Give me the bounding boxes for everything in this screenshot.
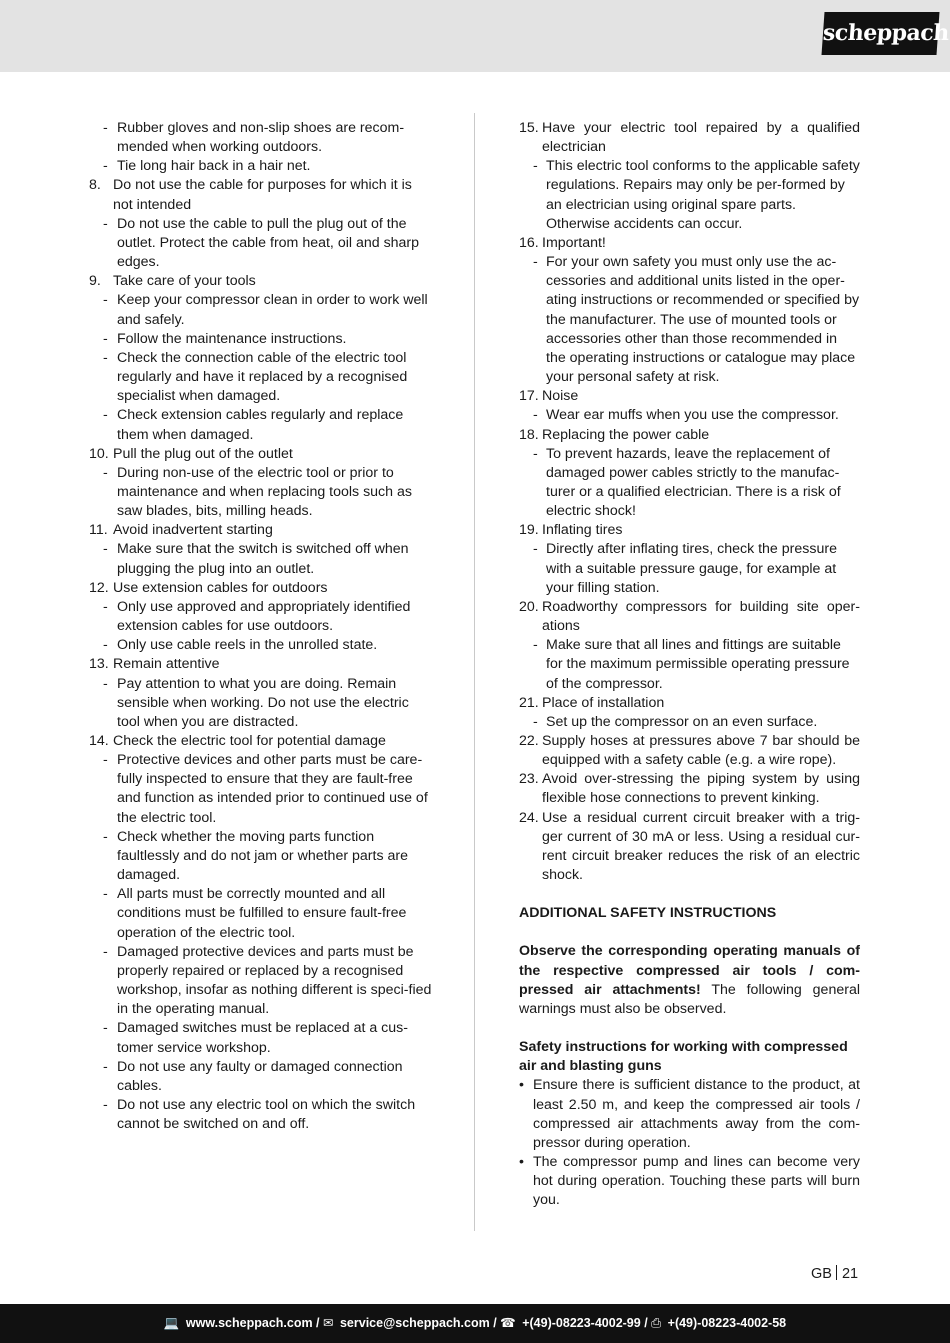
item-number: 14.	[89, 733, 109, 749]
item-number: 20.	[519, 598, 539, 615]
sub-item-text: Do not use the cable to pull the plug out of the outlet. Protect the cable from heat, oil and sharp edges.	[117, 215, 420, 271]
footer-separator: /	[489, 1316, 501, 1330]
bullet-item	[519, 1076, 860, 1153]
dash-marker: -	[103, 349, 108, 366]
item-number: 17.	[519, 388, 539, 405]
item-heading	[519, 426, 860, 445]
sub-item-text: Wear ear muffs when you use the compressor.	[546, 407, 839, 424]
dash-marker: -	[103, 292, 108, 309]
footer-phone[interactable]: +(49)-08223-4002-99	[522, 1316, 641, 1330]
page-number	[811, 1264, 858, 1284]
sub-item-text: Pay attention to what you are doing. Remain sensible when working. Do not use the electric tool when you are distracted.	[117, 675, 409, 730]
item-heading	[519, 521, 860, 540]
item-title: Noise	[542, 388, 579, 405]
item-number: 18.	[519, 426, 539, 443]
dash-marker: -	[103, 215, 108, 232]
numbered-item	[519, 598, 860, 694]
dash-marker: -	[103, 675, 108, 692]
item-number: 23.	[519, 771, 539, 788]
section-heading: ADDITIONAL SAFETY INSTRUCTIONS	[519, 905, 777, 922]
item-heading	[89, 732, 433, 751]
numbered-item	[89, 732, 433, 1134]
item-title: Place of installation	[542, 694, 665, 711]
sub-item	[89, 406, 433, 444]
sub-item-text: Make sure that the switch is switched off when plugging the plug into an outlet.	[117, 541, 409, 577]
sub-item	[89, 1096, 433, 1134]
sub-item-text: Follow the maintenance instructions.	[117, 330, 347, 347]
item-heading	[519, 234, 860, 253]
sub-item-text: Only use approved and appropriately identified extension cables for use outdoors.	[117, 598, 411, 635]
item-title: Take care of your tools	[113, 273, 256, 290]
item-heading	[89, 272, 433, 291]
item-heading	[519, 598, 860, 636]
item-title: Roadworthy compressors for building site oper-ations	[542, 598, 860, 635]
item-title: Remain attentive	[113, 656, 220, 673]
item-title: Supply hoses at pressures above 7 bar should be equipped with a safety cable (e.g. a wire rope).	[542, 733, 860, 769]
footer-website[interactable]: www.scheppach.com	[185, 1316, 313, 1330]
bullet-marker: •	[519, 1153, 524, 1170]
footer-fax[interactable]: +(49)-08223-4002-58	[667, 1316, 787, 1330]
header-band	[0, 0, 950, 72]
sub-item	[89, 464, 433, 521]
dash-marker: -	[533, 254, 538, 271]
sub-item	[89, 157, 433, 176]
item-title: Check the electric tool for potential damage	[113, 733, 386, 749]
numbered-item	[89, 579, 433, 656]
sub-item-text: Check extension cables regularly and replace them when damaged.	[117, 407, 404, 443]
sub-item	[519, 636, 860, 693]
item-number: 11.	[89, 522, 108, 539]
item-number: 15.	[519, 120, 539, 136]
numbered-item	[519, 809, 860, 886]
item-heading	[89, 176, 433, 214]
item-heading	[519, 694, 860, 713]
item-title: Important!	[542, 234, 606, 251]
item-heading	[89, 655, 433, 674]
sub-item	[89, 943, 433, 1020]
fax-icon: ⎙	[651, 1316, 662, 1330]
sub-item	[89, 1019, 433, 1057]
sub-item	[519, 445, 860, 522]
safety-subheading: Safety instructions for working with compressed air and blasting guns	[519, 1039, 848, 1075]
sub-item-text: Tie long hair back in a hair net.	[117, 158, 311, 175]
dash-marker: -	[533, 713, 538, 730]
sub-item-text: Check the connection cable of the electric tool regularly and have it replaced by a recognised specialist when damaged.	[117, 349, 408, 405]
numbered-item	[519, 732, 860, 770]
item-title: Avoid inadvertent starting	[113, 522, 273, 539]
sub-item	[519, 253, 860, 387]
item-heading	[519, 732, 860, 770]
sub-item-text: Set up the compressor on an even surface.	[546, 713, 818, 730]
item-title: Inflating tires	[542, 522, 623, 539]
bullet-marker: •	[519, 1077, 524, 1094]
item-number: 10.	[89, 445, 109, 462]
dash-marker: -	[103, 330, 108, 347]
right-column	[519, 119, 860, 1210]
dash-marker: -	[103, 1058, 108, 1075]
sub-item	[89, 885, 433, 942]
numbered-item	[89, 176, 433, 272]
item-number: 19.	[519, 522, 539, 539]
dash-marker: -	[103, 637, 108, 654]
dash-marker: -	[103, 752, 108, 769]
numbered-item	[89, 272, 433, 444]
sub-item	[89, 119, 433, 157]
numbered-item	[519, 770, 860, 808]
dash-marker: -	[533, 158, 538, 175]
item-number: 9.	[89, 273, 101, 290]
item-number: 16.	[519, 234, 539, 251]
sub-item	[89, 598, 433, 636]
sub-item-text: Only use cable reels in the unrolled state.	[117, 637, 378, 654]
item-number: 13.	[89, 656, 109, 673]
sub-item	[89, 330, 433, 349]
dash-marker: -	[103, 158, 108, 175]
item-number: 12.	[89, 579, 109, 596]
dash-marker: -	[103, 407, 108, 424]
sub-item	[89, 675, 433, 732]
item-title: Avoid over-stressing the piping system by using flexible hose connections to prevent kinking.	[542, 771, 860, 807]
item-heading	[89, 521, 433, 540]
numbered-item	[89, 655, 433, 732]
sub-item-text: Rubber gloves and non-slip shoes are recom-mended when working outdoors.	[117, 120, 405, 156]
sub-item	[89, 540, 433, 578]
dash-marker: -	[103, 828, 108, 845]
item-title: Replacing the power cable	[542, 426, 710, 443]
mail-icon: ✉	[323, 1316, 334, 1330]
numbered-item	[519, 521, 860, 598]
item-title: Pull the plug out of the outlet	[113, 445, 293, 462]
footer-bar	[0, 1304, 950, 1343]
sub-item	[89, 751, 433, 828]
sub-item	[89, 291, 433, 329]
sub-item-text: This electric tool conforms to the applicable safety regulations. Repairs may only be per-formed by an electrician using original spare parts. Otherwise accidents can occur.	[546, 158, 860, 232]
item-heading	[519, 387, 860, 406]
sub-item-text: During non-use of the electric tool or prior to maintenance and when replacing tools such as saw blades, bits, milling heads.	[117, 464, 412, 520]
sub-item-text: All parts must be correctly mounted and all conditions must be fulfilled to ensure fault-free operation of the electric tool.	[117, 886, 407, 941]
sub-item-text: Check whether the moving parts function faultlessly and do not jam or whether parts are damaged.	[117, 828, 408, 884]
item-title: Use a residual current circuit breaker with a trig-ger current of 30 mA or less. Using a residual cur-rent circuit breaker reduces the risk of an electric shock.	[542, 809, 860, 884]
dash-marker: -	[103, 1096, 108, 1113]
footer-separator: /	[640, 1316, 652, 1330]
sub-item-text: Directly after inflating tires, check the pressure with a suitable pressure gauge, for example at your filling station.	[546, 541, 837, 596]
scheppach-logo: scheppach	[821, 12, 939, 55]
item-title: Do not use the cable for purposes for which it is not intended	[113, 177, 412, 213]
dash-marker: -	[103, 943, 108, 960]
bullet-text: The compressor pump and lines can become very hot during operation. Touching these parts will burn you.	[533, 1153, 860, 1209]
observe-text: The following general warnings must also be observed.	[519, 981, 860, 1017]
item-heading	[89, 445, 433, 464]
numbered-item	[89, 521, 433, 578]
dash-marker: -	[533, 445, 538, 462]
item-title: Have your electric tool repaired by a qualified electrician	[542, 120, 860, 156]
dash-marker: -	[103, 541, 108, 558]
sub-item-text: To prevent hazards, leave the replacement of damaged power cables strictly to the manufac-turer or a qualified electrician. There is a risk of electric shock!	[546, 445, 841, 520]
bullet-text: Ensure there is sufficient distance to the product, at least 2.50 m, and keep the compressed air tools / compressed air attachments away from the com-pressor during operation.	[533, 1077, 860, 1151]
item-number: 22.	[519, 733, 539, 749]
sub-item	[519, 406, 860, 425]
dash-marker: -	[103, 598, 108, 615]
page-language: GB	[811, 1266, 832, 1282]
left-column	[89, 119, 433, 1134]
item-number: 24.	[519, 809, 539, 826]
sub-item-text: For your own safety you must only use the ac-cessories and additional units listed in the oper-ating instructions or recommended or specified by the manufacturer. The use of mounted tools or accessories other than those recommended in the operating instructions or catalogue may place your personal safety at risk.	[546, 254, 860, 386]
dash-marker: -	[103, 886, 108, 903]
page-number-separator	[836, 1265, 837, 1280]
sub-item	[519, 540, 860, 597]
item-heading	[519, 809, 860, 886]
numbered-item	[519, 119, 860, 234]
page-number-value: 21	[841, 1266, 859, 1282]
dash-marker: -	[533, 541, 538, 558]
phone-icon: ☎	[500, 1316, 516, 1330]
sub-item	[89, 828, 433, 885]
numbered-item	[519, 387, 860, 425]
sub-item-text: Damaged switches must be replaced at a cus-tomer service workshop.	[117, 1020, 408, 1056]
item-heading	[89, 579, 433, 598]
sub-item-text: Do not use any faulty or damaged connection cables.	[117, 1058, 403, 1094]
dash-marker: -	[533, 407, 538, 424]
item-number: 21.	[519, 694, 539, 711]
sub-item	[89, 349, 433, 406]
item-number: 8.	[89, 177, 101, 194]
sub-item	[89, 636, 433, 655]
computer-icon: 💻	[163, 1316, 180, 1330]
bullet-item	[519, 1153, 860, 1210]
item-title: Use extension cables for outdoors	[113, 579, 328, 596]
sub-item-text: Damaged protective devices and parts must be properly repaired or replaced by a recognised workshop, insofar as nothing different is speci-fied in the operating manual.	[117, 943, 432, 1018]
item-heading	[519, 119, 860, 157]
numbered-item	[519, 234, 860, 387]
dash-marker: -	[103, 464, 108, 481]
sub-item	[89, 1058, 433, 1096]
dash-marker: -	[103, 1020, 108, 1037]
footer-separator: /	[312, 1316, 323, 1330]
sub-item	[89, 215, 433, 272]
sub-item-text: Do not use any electric tool on which the switch cannot be switched on and off.	[117, 1096, 416, 1133]
numbered-item	[519, 426, 860, 522]
observe-paragraph	[519, 942, 860, 1019]
sub-item-text: Keep your compressor clean in order to work well and safely.	[117, 292, 428, 328]
sub-item-text: Protective devices and other parts must be care-fully inspected to ensure that they are fault-free and function as intended prior to continued use of the electric tool.	[117, 752, 428, 826]
sub-item	[519, 713, 860, 732]
dash-marker: -	[103, 120, 108, 136]
numbered-item	[89, 445, 433, 522]
column-divider	[474, 113, 475, 1231]
footer-email[interactable]: service@scheppach.com	[339, 1316, 490, 1330]
numbered-item	[519, 694, 860, 732]
sub-item	[519, 157, 860, 234]
item-heading	[519, 770, 860, 808]
sub-item-text: Make sure that all lines and fittings are suitable for the maximum permissible operating pressure of the compressor.	[546, 637, 850, 692]
dash-marker: -	[533, 637, 538, 654]
observe-bold-text: Observe the corresponding operating manuals of the respective compressed air tools / com-pressed air attachments!	[519, 943, 860, 998]
